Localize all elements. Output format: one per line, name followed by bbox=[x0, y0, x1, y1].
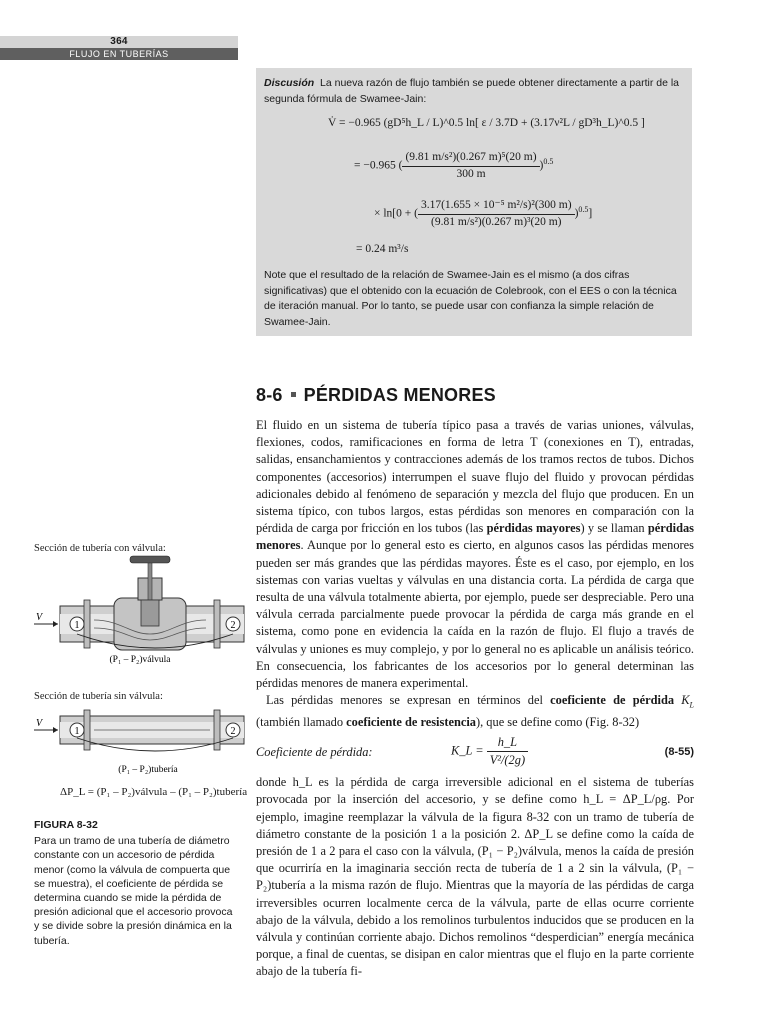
p1-bold-major: pérdidas mayores bbox=[486, 521, 581, 536]
p2-bold-resistance: coeficiente de resistencia bbox=[346, 714, 476, 729]
eq3-prefix: × ln[0 + bbox=[374, 207, 412, 220]
body-text bbox=[256, 417, 694, 981]
p2-kl-symbol: K bbox=[674, 693, 690, 708]
section-heading bbox=[256, 385, 496, 406]
eq-numerator: h_L bbox=[487, 734, 528, 752]
discussion-note: Note que el resultado de la relación de Swamee-Jain es el mismo (a dos cifras significativas) que el obtenido con la ecuación de Colebrook, con el EES o con la técnica de iteración manual. Por lo tanto, se puede usar con confianza la simple relación de Swamee-Jain. bbox=[264, 269, 677, 328]
discussion-intro-text: La nueva razón de flujo también se puede obtener directamente a partir de la segunda fórmula de Swamee-Jain: bbox=[264, 77, 680, 105]
point-2b-label: 2 bbox=[230, 726, 236, 737]
fig-title-novalve: Sección de tubería sin válvula: bbox=[34, 691, 163, 702]
p2-text-c: (también llamado bbox=[256, 714, 347, 729]
paragraph-2 bbox=[256, 692, 694, 731]
caption-text: Para un tramo de una tubería de diámetro constante con un accesorio de pérdida menor (como la válvula de compuerta que se muestra), el coeficiente de pérdida se determina cuando se mide la pérdida de presión adicional que el accesorio provoca y se divide sobre la presión dinámica en la tubería. bbox=[34, 835, 233, 947]
figure-8-32-diagram bbox=[30, 538, 250, 788]
delta-p-formula: ΔP_L = (P₁ – P₂)válvula – (P₁ – P₂)tubería bbox=[60, 786, 248, 798]
point-1-label: 1 bbox=[74, 620, 80, 631]
p1-bold-minor: pérdidas menores bbox=[256, 521, 694, 553]
eq3-den: (9.81 m/s²)(0.267 m)³(20 m) bbox=[431, 215, 562, 228]
equation-label: Coeficiente de pérdida: bbox=[256, 745, 373, 760]
p1-text-a: El fluido en un sistema de tubería típico pasa a través de varias uniones, válvulas, flexiones, codos, ramificaciones en forma de letra T (conexiones en T), entradas, salidas, ensanchamientos y contracciones además de los tramos rectos de tubos. Dichos componentes (accesorios) interrumpen el suave flujo del fluido y provocan pérdidas adicionales debido al fenómeno de separación y mezcla del flujo que producen. En un sistema típico, con tubos largos, estas pérdidas son menores en comparación con la pérdida de carga por fricción en los tubos (las bbox=[256, 418, 694, 536]
valve-stem bbox=[148, 560, 152, 600]
eq2-den: 300 m bbox=[456, 167, 486, 180]
velocity-label-b: V bbox=[36, 718, 43, 729]
eq2-num: (9.81 m/s²)(0.267 m)⁵(20 m) bbox=[402, 150, 539, 167]
pipe-without-valve bbox=[34, 710, 244, 775]
p1-text-d: . Aunque por lo general esto es cierto, en algunos casos las pérdidas menores pueden ser más grandes que las pérdidas mayores. Éste es el caso, por ejemplo, en los sistemas con varias vueltas y válvulas en una distancia corta. La pérdida de carga que resulta de una válvula totalmente abierta, por ejemplo, puede ser despreciable. Pero una válvula cerrada parcialmente puede provocar la pérdida de carga más grande en el sistema, como pone en evidencia la caída en la razón de flujo. El flujo a través de válvulas y uniones es muy complejo, y por lo general no es aplicable un análisis teórico. En consecuencia, los fabricantes de los accesorios por lo general determinan las pérdidas menores de manera experimental. bbox=[256, 538, 694, 691]
p2-bold-loss-coef: coeficiente de pérdida bbox=[550, 693, 675, 708]
bullet-square-icon bbox=[291, 392, 296, 397]
caption-title: FIGURA 8-32 bbox=[34, 819, 98, 831]
equation-line-1: V̇ = −0.965 (gD⁵h_L / L)^0.5 ln[ ε / 3.7D + (3.17ν²L / gD³h_L)^0.5 ] bbox=[328, 117, 645, 129]
figure-caption bbox=[34, 818, 240, 948]
paragraph-3: donde h_L es la pérdida de carga irreversible adicional en el sistema de tuberías provocada por la inserción del accesorio, y se define como h_L = ΔP_L/ρg. Por ejemplo, imagine reemplazar la válvula de la figura 8-32 con un tramo de tubería de diámetro constante de la posición 1 a la posición 2. ΔP_L se define como la caída de presión de 1 a 2 para el caso con la válvula, (P₁ − P₂)válvula, menos la caída de presión que ocurriría en la imaginaria sección recta de tubería de 1 a 2 sin la válvula, (P₁ − P₂)tubería a la misma razón de flujo. Mientras que la mayoría de las pérdidas de carga irreversibles ocurren localmente cerca de la válvula, parte de ellas ocurre corriente abajo de la válvula, debido a los remolinos turbulentos inducidos que se producen en la válvula y continúan corriente abajo. Dichos remolinos “desperdician” energía mecánica porque, a final de cuentas, se disipan en calor mientras que el flujo en la parte corriente abajo de la tubería fi- bbox=[256, 775, 694, 979]
chapter-title: FLUJO EN TUBERÍAS bbox=[0, 48, 238, 60]
equation-line-4: = 0.24 m³/s bbox=[356, 243, 409, 255]
eq3-num: 3.17(1.655 × 10⁻⁵ m²/s)²(300 m) bbox=[418, 198, 575, 215]
velocity-label: V bbox=[36, 612, 43, 623]
paragraph-1 bbox=[256, 417, 694, 692]
section-title: PÉRDIDAS MENORES bbox=[303, 385, 496, 405]
equation-formula bbox=[451, 734, 528, 769]
p1-text-c: ) y se llaman bbox=[580, 521, 648, 536]
equation-line-2 bbox=[354, 150, 553, 182]
eq3-fraction: ( $\frac{\text{3.17(1.655 × 10⁻⁵ m²/s)²(300 m)}}{\text{(9.81 m/s²)(0.267 m)³(20 m)}}$ )$^{0.5}$] bbox=[414, 198, 592, 230]
page-header bbox=[0, 36, 238, 60]
valve-gate bbox=[141, 600, 159, 626]
p2-text-d: ), que se define como (Fig. 8-32) bbox=[475, 714, 640, 729]
discussion-intro bbox=[264, 76, 684, 107]
point-1b-label: 1 bbox=[74, 726, 80, 737]
eq-denominator: V²/(2g) bbox=[489, 753, 526, 768]
section-number: 8-6 bbox=[256, 385, 283, 405]
point-2-label: 2 bbox=[230, 620, 236, 631]
eq2-fraction: ( $\frac{\text{(9.81 m/s²)(0.267 m)⁵(20 m)}}{300 m}$ )$^{0.5}$ bbox=[399, 150, 554, 182]
eq-lhs: K_L = bbox=[451, 743, 484, 758]
equation-number: (8-55) bbox=[664, 746, 694, 759]
page-number: 364 bbox=[110, 36, 128, 47]
eq-fraction bbox=[487, 734, 528, 769]
equation-line-3 bbox=[374, 198, 592, 230]
discussion-box bbox=[256, 68, 692, 336]
eq2-prefix: = −0.965 bbox=[354, 159, 396, 172]
dp-valve-label: (P₁ – P₂)válvula bbox=[109, 655, 171, 665]
dp-pipe-label: (P₁ – P₂)tubería bbox=[118, 765, 178, 775]
p2-text-a: Las pérdidas menores se expresan en términos del bbox=[266, 693, 551, 708]
fig-title-valve: Sección de tubería con válvula: bbox=[34, 543, 166, 554]
pipe-with-valve bbox=[34, 556, 244, 665]
p2-kl-sub: L bbox=[689, 700, 694, 710]
valve-handwheel-icon bbox=[130, 556, 170, 563]
discussion-label: Discusión bbox=[264, 77, 315, 89]
equation-8-55 bbox=[256, 734, 694, 772]
